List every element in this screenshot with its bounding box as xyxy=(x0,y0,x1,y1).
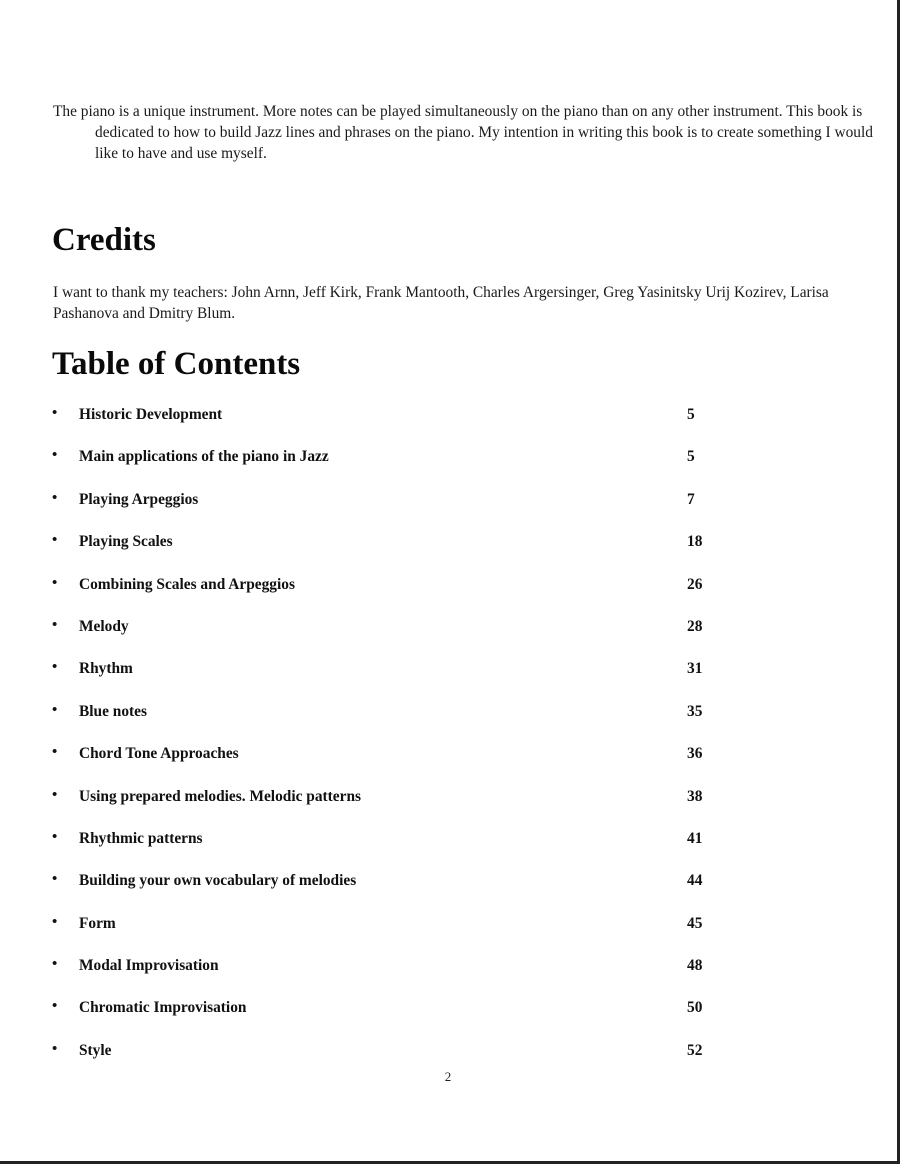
toc-item-title: Rhythm xyxy=(79,660,133,678)
toc-item-title: Style xyxy=(79,1041,112,1059)
toc-item xyxy=(0,1032,900,1074)
bullet-icon: • xyxy=(52,828,58,845)
credits-heading: Credits xyxy=(52,222,156,258)
toc-item xyxy=(0,905,900,947)
bullet-icon: • xyxy=(52,871,58,888)
toc-item-page: 35 xyxy=(687,702,703,720)
toc-item-page: 5 xyxy=(687,406,695,423)
toc-item-title: Playing Arpeggios xyxy=(79,490,199,508)
toc-heading: Table of Contents xyxy=(52,346,301,382)
toc-item xyxy=(0,989,900,1031)
toc-item-page: 48 xyxy=(687,957,703,975)
bullet-icon: • xyxy=(52,489,58,506)
toc-item xyxy=(0,650,900,692)
toc-item-title: Chromatic Improvisation xyxy=(79,999,247,1017)
toc-item-page: 5 xyxy=(687,448,695,466)
toc-item-title: Playing Scales xyxy=(79,533,173,551)
toc-item-page: 38 xyxy=(687,787,703,805)
bullet-icon: • xyxy=(52,574,58,591)
intro-paragraph: The piano is a unique instrument. More notes can be played simultaneously on the piano than on any other instrument. This book is dedicated to how to build Jazz lines and phrases on the piano. My intention in writing this book is to create something I would like to have and use myself. xyxy=(53,103,873,162)
toc-item-title: Building your own vocabulary of melodies xyxy=(79,872,357,890)
toc-item-title: Form xyxy=(79,914,116,932)
toc-item-title: Main applications of the piano in Jazz xyxy=(79,448,329,466)
toc-item-title: Rhythmic patterns xyxy=(79,829,203,847)
toc-item-title: Historic Development xyxy=(79,406,223,423)
bullet-icon: • xyxy=(52,1040,58,1057)
toc-item xyxy=(0,481,900,523)
toc-item-page: 52 xyxy=(687,1041,703,1059)
bullet-icon: • xyxy=(52,744,58,761)
toc-item-title: Combining Scales and Arpeggios xyxy=(79,575,295,593)
bullet-icon: • xyxy=(52,616,58,633)
toc-item-title: Chord Tone Approaches xyxy=(79,745,239,763)
toc-item-page: 31 xyxy=(687,660,703,678)
toc-item-page: 36 xyxy=(687,745,703,763)
toc-item-title: Blue notes xyxy=(79,702,147,720)
toc-item xyxy=(0,566,900,608)
bullet-icon: • xyxy=(52,659,58,676)
toc-item-title: Using prepared melodies. Melodic patterns xyxy=(79,787,362,805)
bullet-icon: • xyxy=(52,956,58,973)
toc-item-page: 44 xyxy=(687,872,703,890)
bullet-icon: • xyxy=(52,532,58,549)
toc-item xyxy=(0,693,900,735)
bullet-icon: • xyxy=(52,701,58,718)
toc-item xyxy=(0,862,900,904)
toc-item-title: Modal Improvisation xyxy=(79,957,219,975)
page-number: 2 xyxy=(444,1069,452,1084)
bullet-icon: • xyxy=(52,786,58,803)
toc-item xyxy=(0,778,900,820)
toc-item-page: 45 xyxy=(687,914,703,932)
toc-item-title: Melody xyxy=(79,617,129,635)
toc-item-page: 18 xyxy=(687,533,703,551)
toc-item xyxy=(0,438,900,480)
toc-item xyxy=(0,608,900,650)
bullet-icon: • xyxy=(52,447,58,464)
toc-item-page: 41 xyxy=(687,829,703,847)
toc-item xyxy=(0,396,900,438)
bullet-icon: • xyxy=(52,913,58,930)
toc-item-page: 26 xyxy=(687,575,703,593)
toc-list xyxy=(0,396,900,1074)
toc-item-page: 7 xyxy=(687,490,695,508)
toc-item xyxy=(0,523,900,565)
toc-item-page: 50 xyxy=(687,999,703,1017)
toc-item xyxy=(0,820,900,862)
bullet-icon: • xyxy=(52,998,58,1015)
toc-item xyxy=(0,947,900,989)
toc-item-page: 28 xyxy=(687,617,703,635)
credits-paragraph: I want to thank my teachers: John Arnn, Jeff Kirk, Frank Mantooth, Charles Argersinger, Greg Yasinitsky Urij Kozirev, Larisa Pashanova and Dmitry Blum. xyxy=(53,284,829,322)
bullet-icon: • xyxy=(52,405,58,421)
toc-item xyxy=(0,735,900,777)
